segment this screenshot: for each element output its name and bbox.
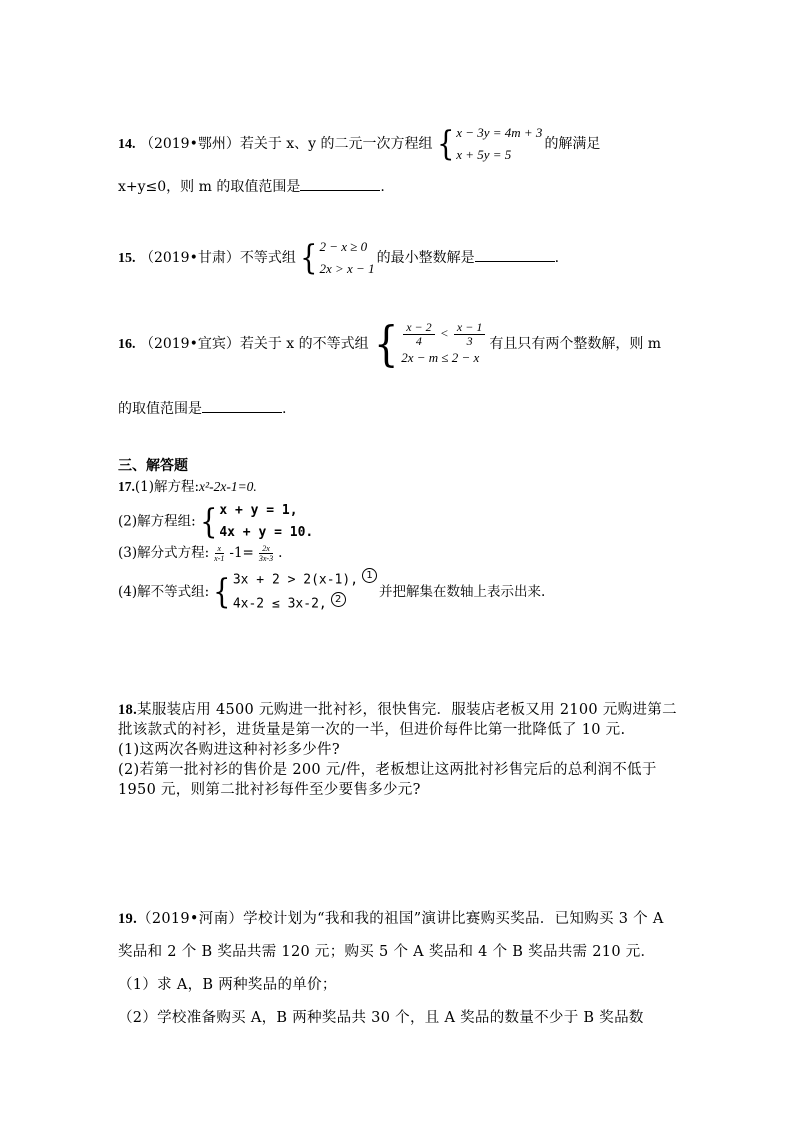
fraction: $\frac{x}{x-1}$ (214, 544, 225, 563)
inequality-row (233, 568, 377, 592)
question-text: （2019•鄂州）若关于 x、y 的二元一次方程组 (139, 136, 433, 152)
part-label: (2)解方程组: (118, 513, 196, 530)
answer-blank[interactable] (300, 176, 380, 191)
inequality-system (371, 316, 488, 372)
inequality-system (211, 568, 377, 617)
brace-icon: { (373, 316, 399, 372)
fraction: $\frac{2x}{3x-3}$ (258, 544, 274, 563)
brace-icon: { (213, 572, 231, 613)
question-text: 的取值范围是 (118, 401, 202, 417)
period: . (278, 545, 283, 561)
instruction-text: 并把解集在数轴上表示出来. (379, 583, 546, 600)
part-label: (3)解分式方程: (118, 545, 210, 561)
question-number: 19. (118, 911, 138, 927)
answer-blank[interactable] (202, 398, 282, 413)
sub-question: (2)若第一批衬衫的售价是 200 元/件，老板想让这两批衬衫售完后的总利润不低于 1950 元，则第二批衬衫每件至少要售多少元? (118, 762, 657, 798)
fraction: $\frac{x - 2}{4}$ (403, 321, 434, 348)
question-18 (118, 700, 680, 800)
inequality: 4x-2 ≤ 3x-2, (232, 596, 327, 612)
question-17-part1 (118, 477, 257, 497)
inequality-system (298, 236, 375, 280)
question-text: （2019•河南）学校计划为“我和我的祖国”演讲比赛购买奖品．已知购买 3 个 A 奖品和 2 个 B 奖品共需 120 元；购买 5 个 A 奖品和 4 个 B 奖品共需 210 元． (118, 911, 664, 960)
inequality-row (233, 592, 377, 616)
question-text: 的最小整数解是 (376, 250, 475, 266)
answer-blank[interactable] (475, 247, 555, 262)
equation: x − 3y = 4m + 3 (456, 125, 543, 140)
inequality: 2 − x ≥ 0 (319, 239, 368, 254)
inequality: 2x > x − 1 (319, 261, 375, 276)
question-16-line2 (118, 398, 286, 419)
less-than: < (439, 324, 449, 340)
section-heading: 三、解答题 (118, 458, 188, 474)
question-16 (118, 316, 662, 372)
question-17-part3 (118, 543, 282, 563)
brace-icon: { (436, 124, 455, 164)
period: . (380, 179, 385, 195)
question-15 (118, 236, 559, 280)
period: . (554, 250, 560, 266)
sub-question: （2）学校准备购买 A，B 两种奖品共 30 个，且 A 奖品的数量不少于 B 奖品数 (118, 1010, 644, 1026)
question-number: 14. (118, 137, 136, 152)
question-text: x+y≤0，则 m 的取值范围是 (118, 179, 301, 195)
circled-number-icon: 2 (331, 592, 346, 607)
question-number: 15. (118, 251, 136, 266)
question-19 (118, 903, 680, 1035)
period: . (282, 401, 287, 417)
question-text: 的解满足 (544, 136, 601, 152)
equation-text: -1= (229, 545, 254, 561)
question-number: 16. (118, 337, 136, 352)
equation-system (198, 500, 314, 544)
question-number: 17. (118, 479, 135, 494)
inequality: 3x + 2 > 2(x-1), (232, 572, 359, 588)
equation: 4x + y = 10. (219, 525, 314, 540)
question-text: 有且只有两个整数解，则 m (489, 336, 662, 352)
inequality: 2x − m ≤ 2 − x (401, 349, 480, 365)
fraction-inequality (401, 321, 487, 348)
question-17-part4 (118, 568, 545, 617)
part-label: (4)解不等式组: (118, 583, 210, 600)
equation: x + y = 1, (219, 503, 298, 518)
question-14 (118, 122, 600, 166)
question-text: 某服装店用 4500 元购进一批衬衫，很快售完．服装店老板又用 2100 元购进第二批该款式的衬衫，进货量是第一次的一半，但进价每件比第一批降低了 10 元. (118, 702, 677, 738)
part-label: (1)解方程: (134, 479, 200, 495)
fraction: $\frac{x - 1}{3}$ (454, 321, 485, 348)
brace-icon: { (199, 502, 218, 542)
question-17-part2 (118, 500, 315, 544)
equation: x²-2x-1=0. (199, 479, 257, 494)
sub-question: （1）求 A，B 两种奖品的单价； (118, 977, 337, 993)
brace-icon: { (300, 238, 318, 278)
question-14-line2 (118, 176, 385, 197)
sub-question: (1)这两次各购进这种衬衫多少件? (118, 742, 340, 758)
equation: x + 5y = 5 (456, 147, 512, 162)
circled-number-icon: 1 (362, 568, 377, 583)
equation-system (435, 122, 543, 166)
question-number: 18. (118, 702, 138, 718)
question-text: （2019•宜宾）若关于 x 的不等式组 (139, 336, 369, 352)
question-text: （2019•甘肃）不等式组 (139, 250, 296, 266)
